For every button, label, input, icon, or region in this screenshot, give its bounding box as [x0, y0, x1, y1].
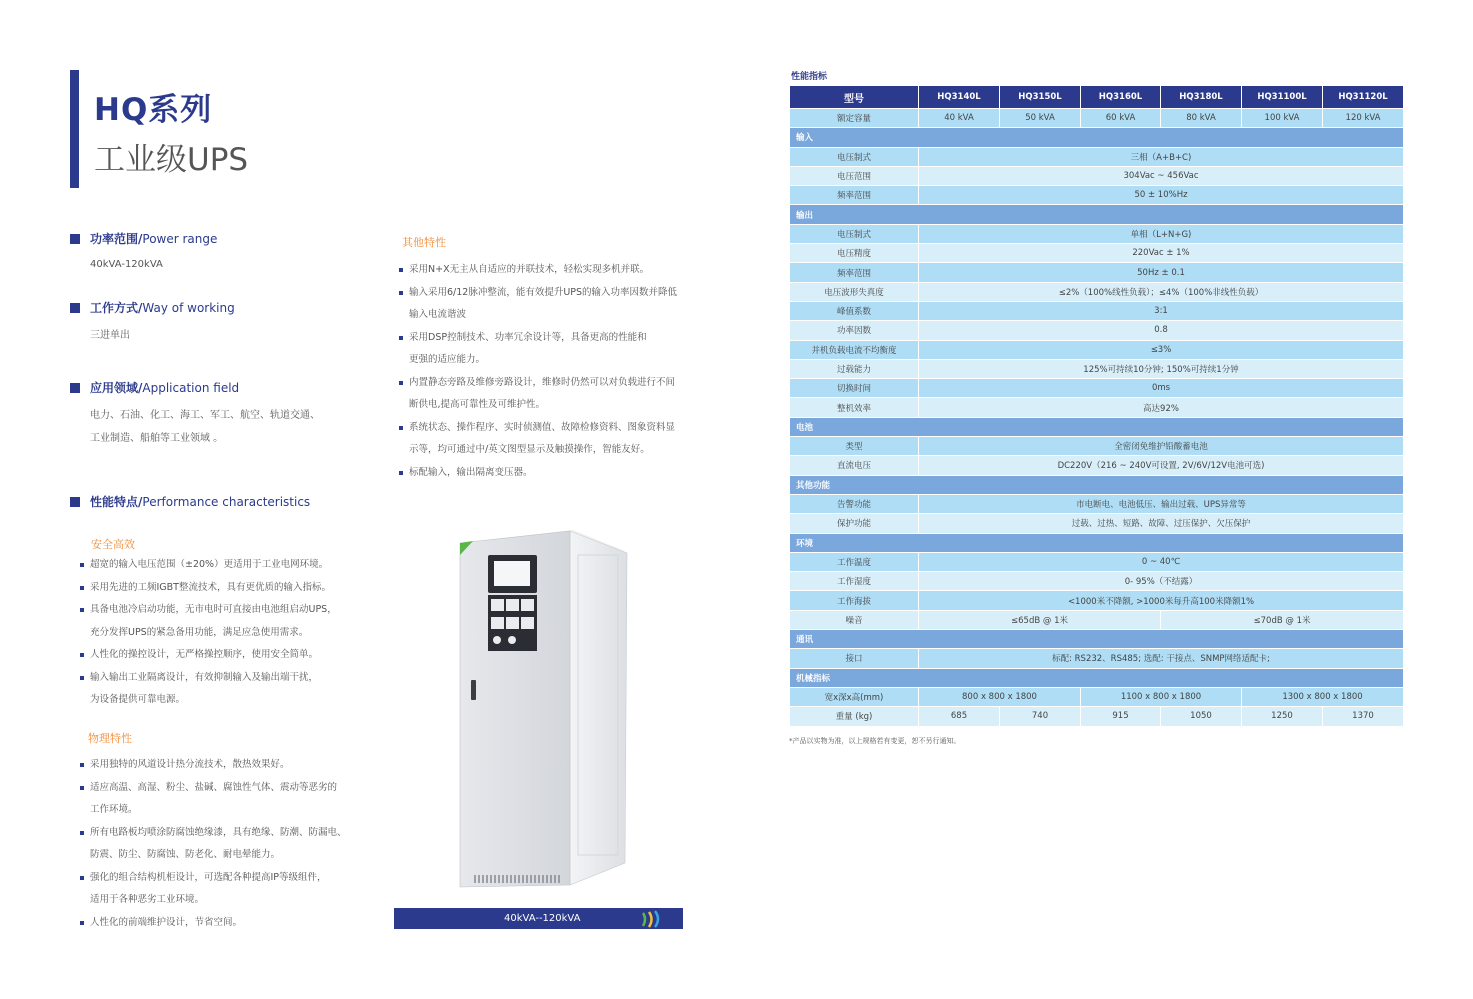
model-cell: HQ31120L — [1323, 86, 1404, 109]
table-cell: 304Vac ~ 456Vac — [919, 166, 1404, 185]
table-cell: 100 kVA — [1242, 109, 1323, 128]
table-cell: ≤3% — [919, 340, 1404, 359]
group-row — [790, 668, 1404, 687]
power-range-text: 40kVA-120kVA — [90, 259, 163, 270]
square-bullet-icon — [70, 383, 80, 393]
list-item: 所有电路板均喷涂防腐蚀绝缘漆，具有绝缘、防潮、防漏电、 防震、防尘、防腐蚀、防老化、耐电晕能力。 — [80, 822, 347, 867]
row-label: 直流电压 — [790, 456, 919, 475]
row-label: 电压制式 — [790, 224, 919, 243]
table-cell: 50 ± 10%Hz — [919, 186, 1404, 205]
list-item: 人性化的操控设计，无严格操控顺序，使用安全简单。 — [80, 644, 337, 667]
spec-table — [789, 85, 1404, 727]
table-row — [790, 263, 1404, 282]
table-cell: DC220V（216 ~ 240V可设置, 2V/6V/12V电池可选) — [919, 456, 1404, 475]
table-row — [790, 166, 1404, 185]
list-item: 人性化的前端维护设计，节省空间。 — [80, 912, 347, 935]
other-features-heading: 其他特性 — [402, 236, 446, 249]
physical-list — [80, 754, 347, 934]
physical-heading: 物理特性 — [88, 732, 132, 745]
table-cell: 1100 x 800 x 1800 — [1081, 687, 1242, 706]
power-range-section: 功率范围/ Power range 40kVA-120kVA — [70, 230, 217, 276]
list-item: 采用先进的工频IGBT整流技术，具有更优质的输入指标。 — [80, 577, 337, 600]
row-label: 重量 (kg) — [790, 707, 919, 726]
list-item: 采用独特的风道设计热分流技术，散热效果好。 — [80, 754, 347, 777]
list-item: 具备电池冷启动功能，无市电时可直接由电池组启动UPS， 充分发挥UPS的紧急备用功能，满足应急使用需求。 — [80, 599, 337, 644]
group-label: 通讯 — [790, 630, 1404, 649]
product-caption-bar — [394, 908, 683, 929]
row-label: 过载能力 — [790, 359, 919, 378]
row-label: 工作湿度 — [790, 572, 919, 591]
table-cell: 0- 95%（不结露） — [919, 572, 1404, 591]
table-cell: 50Hz ± 0.1 — [919, 263, 1404, 282]
list-item: 系统状态、操作程序、实时侦测值、故障检修资料、图象资料显 示等，均可通过中/英文图型显示及触摸操作，智能友好。 — [399, 417, 677, 462]
table-row — [790, 340, 1404, 359]
ups-cabinet-image — [455, 525, 635, 900]
group-row — [790, 205, 1404, 224]
model-cell: HQ3180L — [1161, 86, 1242, 109]
row-label: 电压范围 — [790, 166, 919, 185]
group-row — [790, 475, 1404, 494]
list-item: 采用DSP控制技术、功率冗余设计等，具备更高的性能和 更强的适应能力。 — [399, 327, 677, 372]
square-bullet-icon — [70, 497, 80, 507]
application-section: 应用领域/ Application field 电力、石油、化工、海工、军工、航空、轨道交通、 工业制造、船舶等工业领域 。 — [70, 379, 320, 450]
cabinet-icon — [455, 525, 635, 900]
safe-list — [80, 554, 337, 712]
other-features-list — [399, 259, 677, 484]
table-cell: ≤70dB @ 1米 — [1161, 610, 1404, 629]
table-cell: 125%可持续10分钟; 150%可持续1分钟 — [919, 359, 1404, 378]
table-title: 性能指标 — [791, 72, 828, 82]
model-cell: HQ3160L — [1081, 86, 1161, 109]
row-label: 频率范围 — [790, 186, 919, 205]
table-row — [790, 707, 1404, 726]
table-cell: ≤65dB @ 1米 — [919, 610, 1161, 629]
row-label: 电压精度 — [790, 244, 919, 263]
table-cell: 685 — [919, 707, 1000, 726]
square-bullet-icon — [70, 234, 80, 244]
table-cell: 220Vac ± 1% — [919, 244, 1404, 263]
row-label: 接口 — [790, 649, 919, 668]
table-cell: 60 kVA — [1081, 109, 1161, 128]
row-label: 电压波形失真度 — [790, 282, 919, 301]
table-row — [790, 687, 1404, 706]
table-row — [790, 224, 1404, 243]
table-row — [790, 282, 1404, 301]
row-label: 切换时间 — [790, 379, 919, 398]
table-row — [790, 379, 1404, 398]
table-row — [790, 514, 1404, 533]
list-item: 输入采用6/12脉冲整流，能有效提升UPS的输入功率因数并降低 输入电流谐波 — [399, 282, 677, 327]
table-cell: 1300 x 800 x 1800 — [1242, 687, 1404, 706]
table-row — [790, 456, 1404, 475]
group-row — [790, 417, 1404, 436]
table-cell: 80 kVA — [1161, 109, 1242, 128]
table-cell: 0ms — [919, 379, 1404, 398]
row-label: 类型 — [790, 437, 919, 456]
table-cell: 50 kVA — [1000, 109, 1081, 128]
table-row — [790, 591, 1404, 610]
series-subtitle: 工业级UPS — [94, 142, 249, 178]
table-cell: 915 — [1081, 707, 1161, 726]
table-cell: 120 kVA — [1323, 109, 1404, 128]
row-label: 并机负载电流不均衡度 — [790, 340, 919, 359]
table-cell: 0.8 — [919, 321, 1404, 340]
working-way-section: 工作方式/ Way of working 三进单出 — [70, 299, 235, 347]
table-cell: <1000米不降额, >1000米每升高100米降额1% — [919, 591, 1404, 610]
list-item: 输入输出工业隔离设计，有效抑制输入及输出端干扰， 为设备提供可靠电源。 — [80, 667, 337, 712]
row-label: 保护功能 — [790, 514, 919, 533]
working-way-text: 三进单出 — [90, 330, 130, 341]
row-label: 噪音 — [790, 610, 919, 629]
group-row — [790, 630, 1404, 649]
table-row — [790, 437, 1404, 456]
table-cell: 3:1 — [919, 301, 1404, 320]
table-cell: 三相（A+B+C) — [919, 147, 1404, 166]
table-row — [790, 186, 1404, 205]
row-label: 工作海拔 — [790, 591, 919, 610]
series-title: HQ系列 — [94, 92, 213, 128]
table-header-row — [790, 86, 1404, 109]
table-row — [790, 649, 1404, 668]
model-cell: HQ3140L — [919, 86, 1000, 109]
application-line: 工业制造、船舶等工业领域 。 — [90, 433, 224, 444]
group-label: 输出 — [790, 205, 1404, 224]
product-caption-text: 40kVA--120kVA — [504, 913, 581, 924]
list-item: 采用N+X无主从自适应的并联技术，轻松实现多机并联。 — [399, 259, 677, 282]
group-label: 其他功能 — [790, 475, 1404, 494]
table-cell: 0 ~ 40℃ — [919, 552, 1404, 571]
table-cell: 740 — [1000, 707, 1081, 726]
model-label: 型号 — [790, 86, 919, 109]
row-label: 频率范围 — [790, 263, 919, 282]
table-row — [790, 494, 1404, 513]
list-item: 强化的组合结构机柜设计，可选配各种提高IP等级组件， 适用于各种恶劣工业环境。 — [80, 867, 347, 912]
table-row — [790, 244, 1404, 263]
list-item: 超宽的输入电压范围（±20%）更适用于工业电网环境。 — [80, 554, 337, 577]
table-cell: 标配: RS232、RS485; 选配: 干接点、SNMP网络适配卡; — [919, 649, 1404, 668]
row-label: 额定容量 — [790, 109, 919, 128]
title-accent-bar — [70, 70, 79, 188]
table-cell: 1250 — [1242, 707, 1323, 726]
table-cell: 单相（L+N+G) — [919, 224, 1404, 243]
table-cell: 1050 — [1161, 707, 1242, 726]
model-cell: HQ3150L — [1000, 86, 1081, 109]
table-row — [790, 398, 1404, 417]
list-item: 适应高温、高湿、粉尘、盐碱、腐蚀性气体、震动等恶劣的 工作环境。 — [80, 777, 347, 822]
row-label: 宽x深x高(mm) — [790, 687, 919, 706]
group-row — [790, 128, 1404, 147]
signal-waves-icon — [639, 910, 665, 928]
square-bullet-icon — [70, 303, 80, 313]
performance-section: 性能特点/ Performance characteristics — [70, 493, 310, 510]
table-row — [790, 572, 1404, 591]
table-row — [790, 321, 1404, 340]
group-label: 机械指标 — [790, 668, 1404, 687]
table-row — [790, 301, 1404, 320]
footnote: *产品以实物为准，以上规格若有变更，恕不另行通知。 — [789, 737, 961, 745]
table-cell: 过载、过热、短路、故障、过压保护、欠压保护 — [919, 514, 1404, 533]
list-item: 内置静态旁路及维修旁路设计，维修时仍然可以对负载进行不间 断供电,提高可靠性及可维护性。 — [399, 372, 677, 417]
row-label: 告警功能 — [790, 494, 919, 513]
group-label: 环境 — [790, 533, 1404, 552]
row-label: 功率因数 — [790, 321, 919, 340]
row-label: 整机效率 — [790, 398, 919, 417]
table-cell: 全密闭免维护铅酸蓄电池 — [919, 437, 1404, 456]
application-line: 电力、石油、化工、海工、军工、航空、轨道交通、 — [90, 410, 320, 421]
table-row — [790, 147, 1404, 166]
table-row — [790, 109, 1404, 128]
table-cell: 40 kVA — [919, 109, 1000, 128]
table-cell: ≤2%（100%线性负载）；≤4%（100%非线性负载） — [919, 282, 1404, 301]
table-row — [790, 610, 1404, 629]
model-cell: HQ31100L — [1242, 86, 1323, 109]
table-cell: 800 x 800 x 1800 — [919, 687, 1081, 706]
row-label: 峰值系数 — [790, 301, 919, 320]
group-label: 输入 — [790, 128, 1404, 147]
row-label: 工作温度 — [790, 552, 919, 571]
table-cell: 高达92% — [919, 398, 1404, 417]
table-cell: 1370 — [1323, 707, 1404, 726]
table-row — [790, 552, 1404, 571]
row-label: 电压制式 — [790, 147, 919, 166]
table-cell: 市电断电、电池低压、输出过载、UPS异常等 — [919, 494, 1404, 513]
group-row — [790, 533, 1404, 552]
safe-heading: 安全高效 — [91, 538, 135, 551]
list-item: 标配输入，输出隔离变压器。 — [399, 462, 677, 485]
group-label: 电池 — [790, 417, 1404, 436]
table-row — [790, 359, 1404, 378]
